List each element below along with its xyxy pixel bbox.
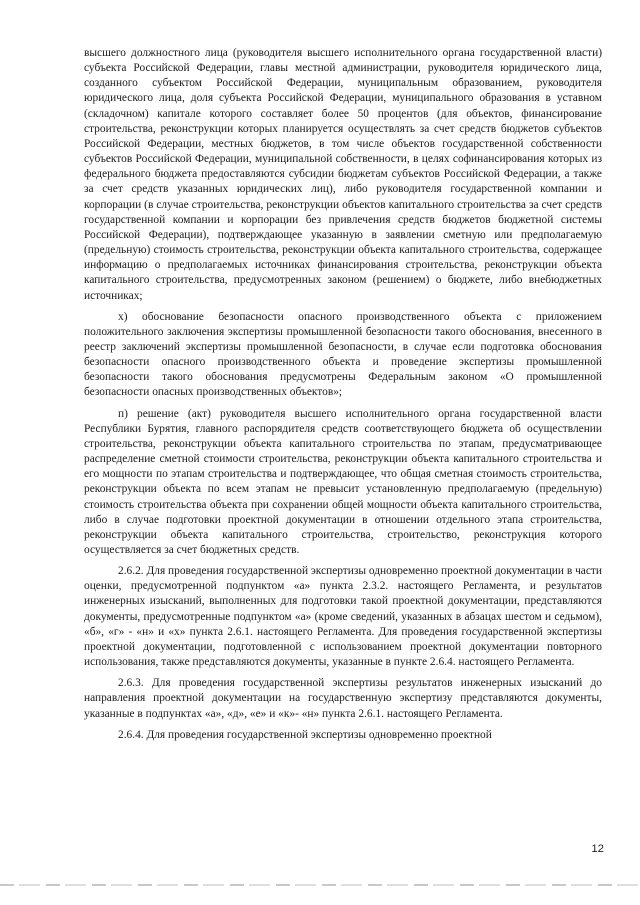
paragraph-2-6-4: 2.6.4. Для проведения государственной экспертизы одновременно проектной [118,728,492,741]
paragraph-2-6-2: 2.6.2. Для проведения государственной экспертизы одновременно проектной документации в части оценки, предусмотренной подпунктом «а» пункта 2.3.2. настоящего Регламента, и результатов инженерных изысканий, выполненных для подготовки такой проектной документации, представляются документы, предусмотренные подпунктом «а» (кроме сведений, указанных в абзацах шестом и седьмом), «б», «г» - «н» и «х» пункта 2.6.1. настоящего Регламента. Для проведения государственной экспертизы проектной документации, подготовленной с использованием проектной документации повторного использования, также представляются документы, указанные в пункте 2.6.4. настоящего Регламента. [84,565,602,669]
paragraph-item-p: п) решение (акт) руководителя высшего исполнительного органа государственной власти Республики Бурятия, главного распорядителя средств соответствующего бюджета об осуществлении строительства, реконструкции объекта капитального строительства по этапам, предусматривающее распределение сметной стоимости строительства, реконструкции объекта капитального строительства и его мощности по этапам строительства и подтверждающее, что общая сметная стоимость строительства, реконструкции объекта по всем этапам не превысит установленную предполагаемую (предельную) стоимость строительства объекта при сохранении общей мощности объекта капитального строительства, либо в случае подготовки проектной документации в отношении отдельного этапа строительства, реконструкции объекта капитального строительства, строительство, реконструкция которого осуществляется за счет бюджетных средств. [84,407,602,556]
page-number: 12 [591,843,604,855]
paragraph-continuation: высшего должностного лица (руководителя высшего исполнительного органа государственной власти) субъекта Российской Федерации, главы местной администрации, руководителя юридического лица, созданного субъектом Российской Федерации, муниципальным образованием, руководителя юридического лица, доля субъекта Российской Федерации, муниципального образования в уставном (складочном) капитале которого составляет более 50 процентов (для объектов, финансирование строительства, реконструкции которых планируется осуществлять за счет средств бюджетов субъектов Российской Федерации, местных бюджетов, в том числе объектов государственной собственности субъектов Российской Федерации, муниципальной собственности, в целях софинансирования которых из федерального бюджета предоставляются субсидии бюджетам субъектов Российской Федерации, а также за счет средств указанных юридических лиц), либо руководителя государственной компании и корпорации (в случае строительства, реконструкции объектов капитального строительства за счет средств государственной компании и корпорации без привлечения средств бюджетов бюджетной системы Российской Федерации), подтверждающее указанную в заявлении сметную или предполагаемую (предельную) стоимость строительства, реконструкции объекта капитального строительства, содержащее информацию о предполагаемых источниках финансирования строительства, реконструкции объекта капитального строительства, предусмотренных законом (решением) о бюджете, либо внебюджетных источниках; [84,47,602,302]
paragraph-item-kh: х) обоснование безопасности опасного производственного объекта с приложением положительного заключения экспертизы промышленной безопасности такого обоснования, внесенного в реестр заключений экспертизы промышленной безопасности, в случае если подготовка обоснования безопасности опасного производственного объекта и проведение экспертизы промышленной безопасности такого обоснования предусмотрены Федеральным законом «О промышленной безопасности опасных производственных объектов»; [84,310,602,399]
paragraph-2-6-3: 2.6.3. Для проведения государственной экспертизы результатов инженерных изысканий до направления проектной документации на государственную экспертизу представляются документы, указанные в подпунктах «а», «д», «е» и «к»- «н» пункта 2.6.1. настоящего Регламента. [84,677,602,720]
scan-artifact-line [0,884,640,886]
document-body [84,46,602,743]
